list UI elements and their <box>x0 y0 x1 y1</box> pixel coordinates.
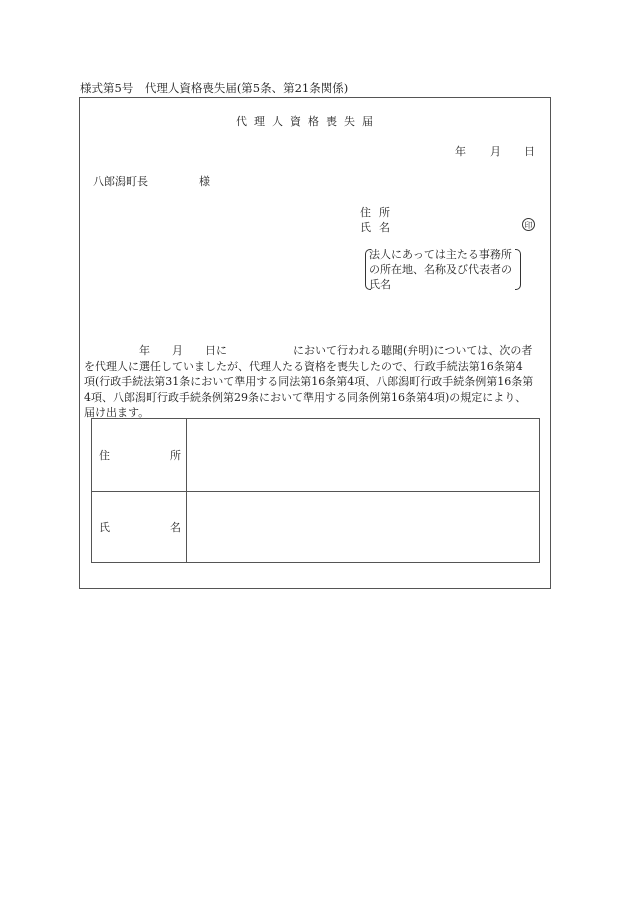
agent-address-row <box>92 419 539 492</box>
form-caption: 様式第5号 代理人資格喪失届(第5条、第21条関係) <box>80 81 349 95</box>
seal-mark-icon: 印 <box>522 218 535 231</box>
agent-table <box>91 418 540 563</box>
agent-name-field[interactable] <box>187 492 539 562</box>
applicant-name-label <box>360 219 390 235</box>
addressee-honorific: 様 <box>199 175 210 188</box>
body-line: 項(行政手続法第31条において準用する同法第16条第4項、八郎潟町行政手続条例第16条第 <box>84 375 534 388</box>
body-line: 年 月 日に において行われる聴聞(弁明)については、次の者 <box>84 344 533 357</box>
agent-address-label-char1: 住 <box>99 449 110 462</box>
agent-address-field[interactable] <box>187 419 539 491</box>
addressee: 八郎潟町長 <box>93 175 148 188</box>
agent-name-label-char2: 名 <box>170 521 181 534</box>
applicant-address-label-char2: 所 <box>379 206 390 219</box>
agent-address-label <box>92 419 187 491</box>
date-day-label: 日 <box>524 145 535 158</box>
agent-name-label <box>92 492 187 562</box>
agent-name-row <box>92 492 539 562</box>
agent-address-label-char2: 所 <box>170 449 181 462</box>
document-title: 代理人資格喪失届 <box>236 115 380 128</box>
body-line: を代理人に選任していましたが、代理人たる資格を喪失したので、行政手続法第16条第4 <box>84 359 523 373</box>
body-line: 4項、八郎潟町行政手続条例第29条において準用する同条例第16条第4項)の規定により、 <box>84 390 527 404</box>
body-line: 届け出ます。 <box>84 406 150 419</box>
applicant-address-label-char1: 住 <box>360 206 371 219</box>
agent-name-label-char1: 氏 <box>99 521 110 534</box>
applicant-address-label <box>360 204 390 220</box>
applicant-name-label-char2: 名 <box>379 221 390 234</box>
applicant-name-label-char1: 氏 <box>360 221 371 234</box>
body-paragraph <box>84 343 548 421</box>
date-year-label: 年 <box>455 145 466 158</box>
corporate-note: 法人にあっては主たる事務所の所在地、名称及び代表者の氏名 <box>365 247 521 292</box>
date-month-label: 月 <box>490 145 501 158</box>
